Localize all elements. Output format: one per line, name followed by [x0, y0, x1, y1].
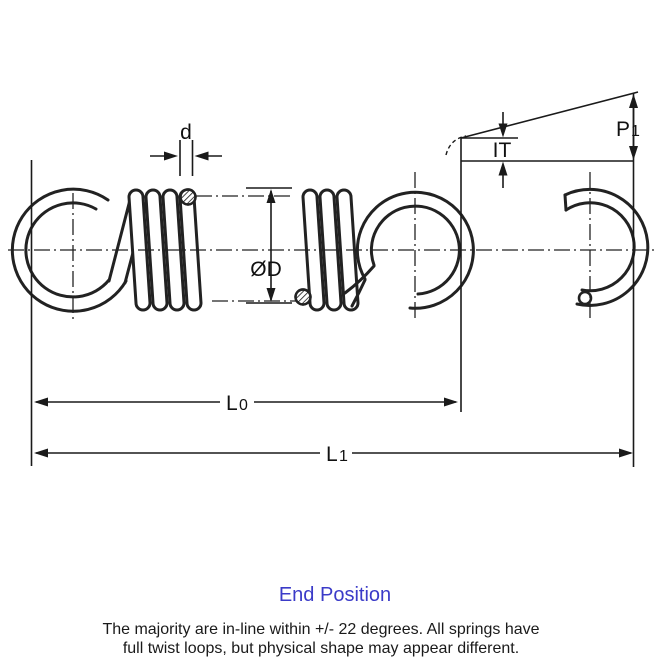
hidden-hook-contour [446, 136, 466, 155]
wire-section-bottom [296, 290, 311, 305]
label-free-length [226, 392, 248, 415]
label-outer-diameter: ØD [250, 258, 282, 281]
label-pitch-sub: 1 [631, 123, 640, 140]
label-extended-length-sub: 1 [339, 448, 348, 465]
dimension-initial-tension-pitch [446, 92, 638, 188]
caption-line-1: The majority are in-line within +/- 22 degrees. All springs have [102, 621, 540, 638]
label-wire-diameter: d [180, 121, 192, 144]
dimension-wire-diameter [150, 140, 222, 176]
caption-line-2: full twist loops, but physical shape may appear different. [122, 640, 520, 657]
label-pitch-main: P [616, 118, 631, 141]
wire-end-tip [579, 292, 591, 304]
wire-section-top [181, 190, 196, 205]
label-extended-length [326, 443, 348, 466]
label-pitch [616, 118, 640, 141]
label-initial-tension: IT [492, 139, 512, 162]
end-position-heading: End Position [278, 584, 392, 606]
label-free-length-sub: 0 [239, 397, 248, 414]
label-extended-length-main: L [326, 443, 338, 466]
end-position-hook [565, 189, 648, 305]
dimension-outer-diameter [246, 188, 292, 303]
label-free-length-main: L [226, 392, 238, 415]
footer-caption [0, 620, 656, 658]
